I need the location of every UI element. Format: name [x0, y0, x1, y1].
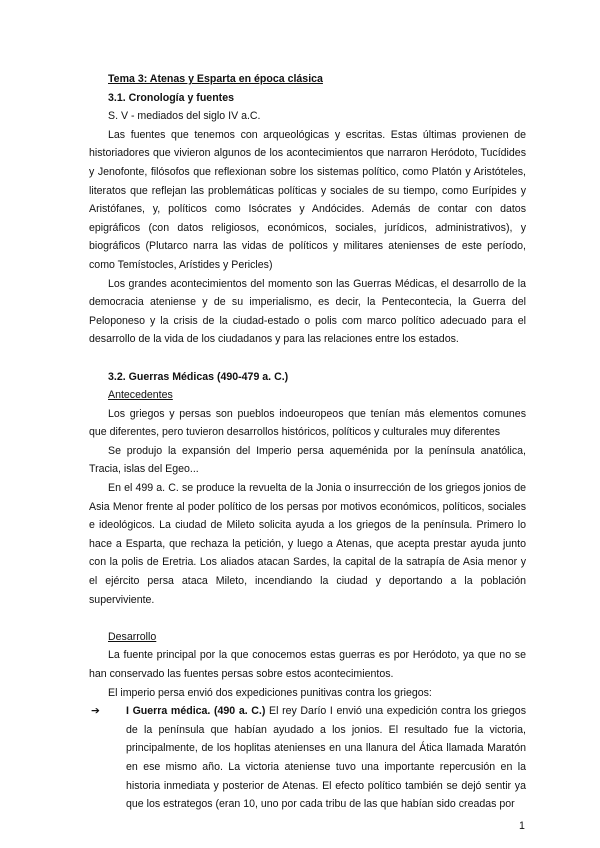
paragraph-antecedentes-1: Los griegos y persas son pueblos indoeuropeos que tenían más elementos comunes que diferentes, pero tuvieron desarrollos históricos, políticos y culturales muy diferentes [89, 407, 526, 439]
section-heading-cronologia: 3.1. Cronología y fuentes [108, 91, 234, 104]
paragraph-desarrollo-1: La fuente principal por la que conocemos estas guerras es por Heródoto, ya que no se han conservado las fuentes persas sobre estos acontecimientos. [89, 649, 526, 680]
bullet-text: El rey Darío I envió una expedición contra los griegos de la península que habían ayudado a los jonios. El resultado fue la victoria, principalmente, de los hoplitas atenienses en una llanura del Ática llamada Maratón en ese mismo año. La victoria ateniense tuvo una importante repercusión en la historia inmediata y posterior de Atenas. El efecto político también se dejó sentir ya que los estrategos (eran 10, uno por cada tribu de las que habían sido creadas por [126, 705, 526, 811]
page-number: 1 [519, 820, 525, 832]
subheading-desarrollo: Desarrollo [108, 630, 157, 643]
section-heading-guerras-medicas: 3.2. Guerras Médicas (490-479 a. C.) [108, 370, 289, 383]
spacer [89, 349, 526, 368]
paragraph-fuentes: Las fuentes que tenemos con arqueológicas y escritas. Estas últimas provienen de historiadores que vivieron algunos de los acontecimientos que narraron Heródoto, Tucídides y Jenofonte, filósofos que reflexionan sobre los sistemas político, como Platón y Aristóteles, literatos que reflejan las problemáticas políticas y sociales de su tiempo, como Eurípides y Aristófanes, y, políticos como Isócrates y Andócides. Además de contar con datos epigráficos (con datos religiosos, económicos, sociales, jurídicos, administrativos), y biográficos (Plutarco narra las vidas de políticos y militares atenienses de este período, como Temístocles, Arístides y Pericles) [89, 128, 526, 271]
spacer [89, 609, 526, 628]
subheading-antecedentes: Antecedentes [108, 389, 173, 402]
paragraph-antecedentes-2: Se produjo la expansión del Imperio persa aqueménida por la península anatólica, Tracia, islas del Egeo... [89, 444, 526, 476]
document-page [89, 70, 526, 814]
bullet-lead: I Guerra médica. (490 a. C.) [126, 705, 266, 718]
arrow-bullet-icon: ➔ [91, 705, 100, 718]
paragraph-antecedentes-3: En el 499 a. C. se produce la revuelta de la Jonia o insurrección de los griegos jonios de Asia Menor frente al poder político de los persas por motivos económicos, políticos, sociales e ideológicos. La ciudad de Mileto solicita ayuda a los griegos de la península. Primero lo hace a Esparta, que rechaza la petición, y luego a Atenas, que acepta prestar ayuda junto con la polis de Eretria. Los aliados atacan Sardes, la capital de la satrapía de Asia menor y el ejército persa ataca Mileto, incendiando la ciudad y deportando a la población superviviente. [89, 482, 526, 606]
paragraph-acontecimientos: Los grandes acontecimientos del momento son las Guerras Médicas, el desarrollo de la democracia ateniense y de su imperialismo, es decir, la Pentecontecia, la Guerra del Peloponeso y la crisis de la ciudad-estado o polis com marco político adecuado para el desarrollo de la vida de los ciudadanos y para las relaciones entre los estados. [89, 277, 526, 346]
paragraph-desarrollo-2: El imperio persa envió dos expediciones punitivas contra los griegos: [108, 686, 432, 699]
bullet-item-primera-guerra [89, 702, 526, 814]
tema-title: Tema 3: Atenas y Esparta en época clásica [108, 73, 323, 85]
dating-line: S. V - mediados del siglo IV a.C. [108, 110, 261, 123]
